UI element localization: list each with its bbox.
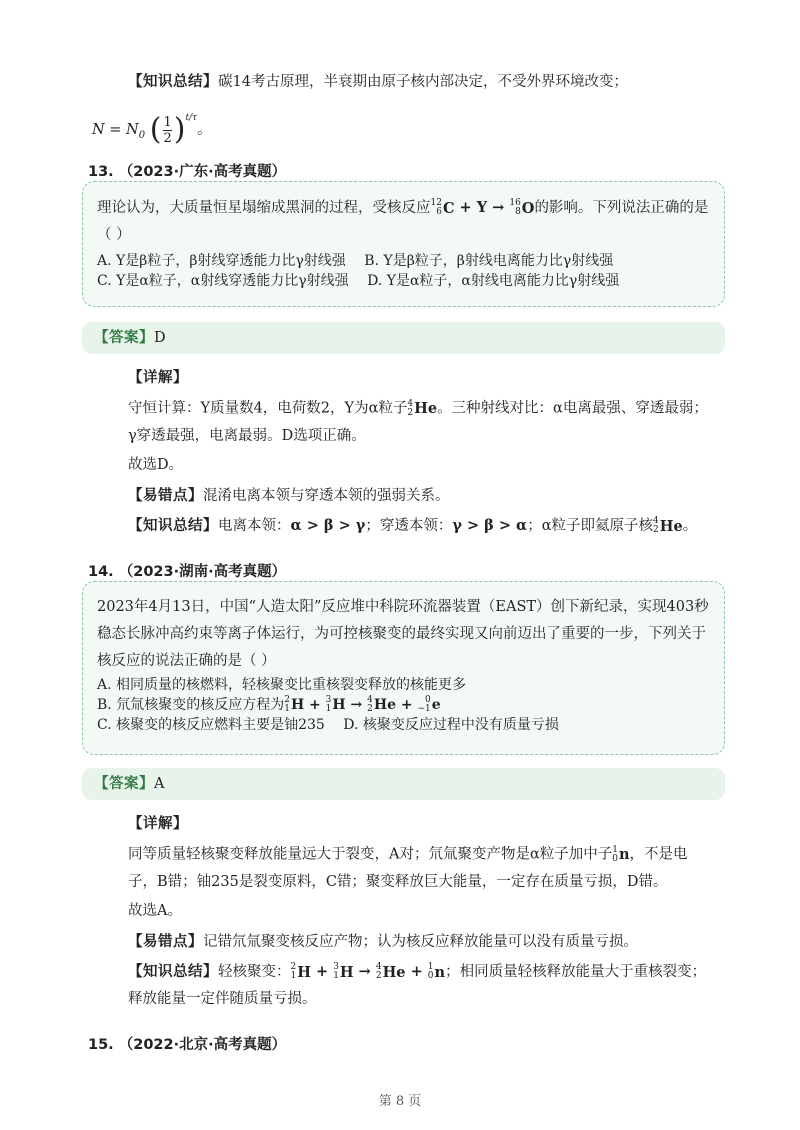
isotope-c12: 12 6 C <box>430 198 455 217</box>
question-14-error: 【易错点】记错氘氚聚变核反应产物；认为核反应释放能量可以没有质量亏损。 <box>128 933 638 950</box>
question-14-conclusion: 故选A。 <box>128 903 182 919</box>
isotope-he4-summary: 4 2 He <box>653 516 683 535</box>
question-13-error: 【易错点】混淆电离本领与穿透本领的强弱关系。 <box>128 487 450 504</box>
answer-value: D <box>154 330 166 346</box>
formula-fraction: $\frac{1}{2}$ <box>163 114 172 146</box>
isotope-n1: 1 0 n <box>612 844 630 864</box>
page-number: 第 8 页 <box>378 1094 422 1109</box>
question-14-header: 14. （2023·湖南·高考真题） <box>88 564 287 580</box>
formula-left: N = N <box>92 122 139 138</box>
question-13-box <box>82 181 725 307</box>
question-14-detail-tag: 【详解】 <box>128 815 188 832</box>
question-13-detail-tag: 【详解】 <box>128 369 188 386</box>
top-summary <box>128 68 712 96</box>
question-14-box <box>82 581 725 755</box>
answer-tag: 【答案】 <box>94 775 154 792</box>
summary-tag: 【知识总结】 <box>128 73 218 90</box>
question-13-answer-bar <box>82 322 725 354</box>
question-14-stem: 2023年4月13日，中国“人造太阳”反应堆中科院环流器装置（EAST）创下新纪录，实现403秒稳态长脉冲高约束等离子体运行，为可控核聚变的最终实现又向前迈出了重要的一步，下列关于核反应的说法正确的是（ ） <box>97 599 709 669</box>
question-13-stem: 理论认为，大质量恒星塌缩成黑洞的过程，受核反应 12 6 C + Y → 16 8 O 的影响。下列说法正确的是（ ） <box>97 194 710 249</box>
question-14-answer-bar <box>82 768 725 800</box>
question-13-summary: 【知识总结】电离本领：α > β > γ；穿透本领：γ > β > α；α粒子即氦原子核 4 2 He 。 <box>128 512 730 540</box>
question-14-option-a: A. 相同质量的核燃料，轻核聚变比重核裂变释放的核能更多 <box>97 677 467 693</box>
summary-text: 碳14考古原理，半衰期由原子核内部决定，不受外界环境改变； <box>218 74 628 90</box>
decay-formula: $N = N_0$ ( $\frac{1}{2}$ )$^{t/\tau}$。 <box>92 112 212 147</box>
question-13-conclusion: 故选D。 <box>128 457 184 473</box>
formula-exponent: t/τ <box>185 113 198 123</box>
question-14-summary: 【知识总结】轻核聚变： 2 1 H + 3 1 H → 4 2 He + 1 0 n ；相同质量轻核释放能量大于重核裂变；释放能量一定伴随质量亏损。 <box>128 962 707 1007</box>
isotope-he4: 4 2 He <box>407 398 438 418</box>
answer-value: A <box>154 776 165 792</box>
question-13-option-ab: A. Y是β粒子，β射线穿透能力比γ射线强 B. Y是β粒子，β射线电离能力比γ射线强 <box>97 253 614 269</box>
question-13-option-cd: C. Y是α粒子，α射线穿透能力比γ射线强 D. Y是α粒子，α射线电离能力比γ射线强 <box>97 273 620 289</box>
question-13-header: 13. （2023·广东·高考真题） <box>88 164 287 180</box>
question-13-detail: 守恒计算：Y质量数4，电荷数2，Y为α粒子 4 2 He 。三种射线对比：α电离最强、穿透最弱；γ穿透最强，电离最弱。D选项正确。 <box>128 395 712 450</box>
question-14-option-b: B. 氘氚核聚变的核反应方程为 2 1 H + 3 1 H → 4 2 He + 0 −1 e <box>97 695 441 714</box>
question-14-option-cd: C. 核聚变的核反应燃料主要是铀235 D. 核聚变反应过程中没有质量亏损 <box>97 717 559 733</box>
formula-sub: 0 <box>138 129 146 141</box>
answer-tag: 【答案】 <box>94 329 154 346</box>
question-14-detail: 同等质量轻核聚变释放能量远大于裂变，A对；氘氚聚变产物是α粒子加中子 1 0 n ，不是电子，B错；铀235是裂变原料，C错；聚变释放巨大能量，一定存在质量亏损，D错。 <box>128 841 712 896</box>
isotope-o16: 16 8 O <box>509 198 535 217</box>
question-15-header: 15. （2022·北京·高考真题） <box>88 1037 287 1053</box>
